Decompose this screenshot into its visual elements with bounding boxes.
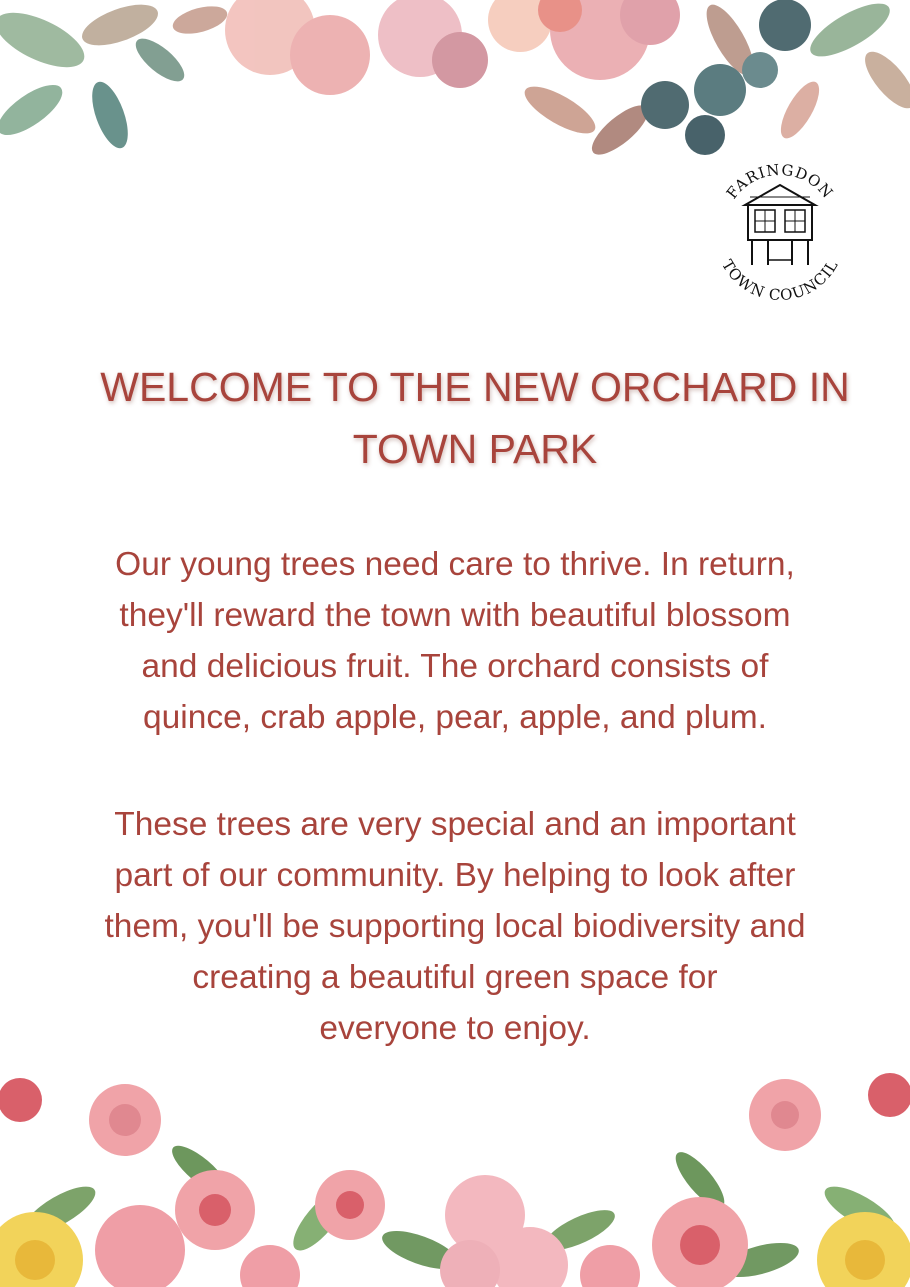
pink-blooms-top (225, 0, 680, 95)
paragraph-line: quince, crab apple, pear, apple, and plum. (143, 699, 767, 736)
paragraph-line: creating a beautiful green space for (192, 959, 718, 996)
svg-text:TOWN COUNCIL: TOWN COUNCIL (718, 256, 842, 305)
community-paragraph (0, 799, 910, 1054)
paragraph-line: Our young trees need care to thrive. In return, (115, 546, 795, 583)
title-line-1: WELCOME TO THE NEW ORCHARD IN (100, 364, 850, 410)
faringdon-town-council-logo (700, 150, 860, 310)
title-line-2: TOWN PARK (352, 426, 598, 472)
paragraph-line: everyone to enjoy. (319, 1010, 591, 1047)
paragraph-line: These trees are very special and an important (114, 806, 796, 843)
svg-text:FARINGDON: FARINGDON (722, 160, 837, 203)
page-title (40, 356, 910, 480)
paragraph-line: they'll reward the town with beautiful blossom (119, 597, 791, 634)
leaf-cluster-left (0, 0, 230, 153)
paragraph-line: and delicious fruit. The orchard consists of (141, 648, 769, 685)
paragraph-line: them, you'll be supporting local biodiversity and (104, 908, 806, 945)
bottom-floral-decoration (0, 1060, 910, 1287)
intro-paragraph (0, 539, 910, 743)
paragraph-line: part of our community. By helping to look after (114, 857, 796, 894)
